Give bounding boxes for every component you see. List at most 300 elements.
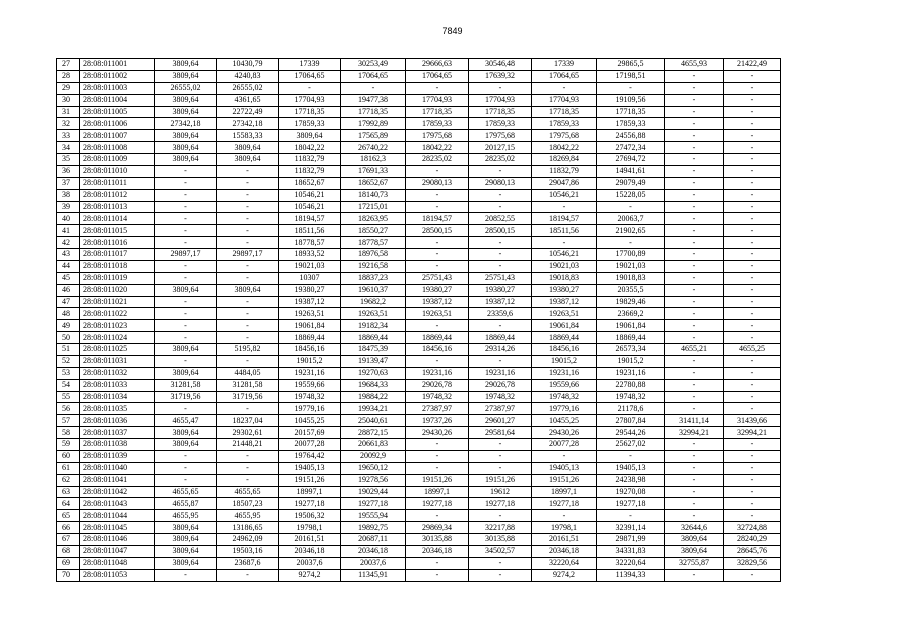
table-cell: - xyxy=(155,165,217,177)
table-cell: 5195,82 xyxy=(217,344,279,356)
table-cell: - xyxy=(406,462,469,474)
table-cell: 19387,12 xyxy=(279,296,341,308)
table-cell: 18511,56 xyxy=(532,225,597,237)
table-cell: 17064,65 xyxy=(406,70,469,82)
table-cell: - xyxy=(597,201,665,213)
table-cell: 22722,49 xyxy=(217,106,279,118)
table-cell: 27387,97 xyxy=(406,403,469,415)
table-cell: 65 xyxy=(57,510,80,522)
table-cell: - xyxy=(469,82,532,94)
table-cell: 17704,93 xyxy=(406,94,469,106)
table-cell: 25751,43 xyxy=(406,272,469,284)
table-cell: 18976,58 xyxy=(341,249,406,261)
table-cell: 30253,49 xyxy=(341,59,406,71)
table-cell: 18997,1 xyxy=(406,486,469,498)
table-cell: - xyxy=(469,462,532,474)
table-cell: - xyxy=(724,272,781,284)
table-body xyxy=(57,59,781,582)
table-cell: 19021,03 xyxy=(279,260,341,272)
table-row xyxy=(57,201,781,213)
table-row xyxy=(57,367,781,379)
table-cell: 18162,3 xyxy=(341,154,406,166)
table-cell: 19015,2 xyxy=(532,355,597,367)
table-cell: 22780,88 xyxy=(597,379,665,391)
table-cell: 67 xyxy=(57,534,80,546)
table-row xyxy=(57,237,781,249)
table-cell: - xyxy=(469,450,532,462)
table-cell: - xyxy=(724,296,781,308)
table-cell: 34 xyxy=(57,142,80,154)
table-cell: 17718,35 xyxy=(279,106,341,118)
table-cell: 10546,21 xyxy=(279,201,341,213)
table-cell: - xyxy=(155,474,217,486)
table-cell: - xyxy=(217,308,279,320)
table-cell: - xyxy=(724,118,781,130)
table-cell: - xyxy=(406,165,469,177)
table-cell: 14941,61 xyxy=(597,165,665,177)
table-cell: 19748,32 xyxy=(406,391,469,403)
table-cell: 19405,13 xyxy=(279,462,341,474)
table-cell: 19748,32 xyxy=(279,391,341,403)
table-cell: - xyxy=(532,82,597,94)
table-cell: 28:08:011041 xyxy=(80,474,155,486)
table-cell: - xyxy=(665,332,724,344)
table-cell: - xyxy=(724,70,781,82)
table-cell: 28:08:011004 xyxy=(80,94,155,106)
table-cell: 24962,09 xyxy=(217,534,279,546)
table-cell: 56 xyxy=(57,403,80,415)
table-cell: 18997,1 xyxy=(532,486,597,498)
table-cell: 28235,02 xyxy=(469,154,532,166)
table-cell: 19748,32 xyxy=(597,391,665,403)
table-cell: 15228,05 xyxy=(597,189,665,201)
table-row xyxy=(57,427,781,439)
table-cell: - xyxy=(665,498,724,510)
table-cell: 23359,6 xyxy=(469,308,532,320)
table-cell: 70 xyxy=(57,569,80,581)
table-cell: 19263,51 xyxy=(279,308,341,320)
table-cell: 17339 xyxy=(532,59,597,71)
table-cell: - xyxy=(217,272,279,284)
table-cell: 28:08:011023 xyxy=(80,320,155,332)
table-cell: - xyxy=(155,355,217,367)
table-cell: 28:08:011002 xyxy=(80,70,155,82)
table-cell: 28:08:011021 xyxy=(80,296,155,308)
table-row xyxy=(57,403,781,415)
table-cell: 28:08:011010 xyxy=(80,165,155,177)
table-cell: - xyxy=(217,320,279,332)
table-cell: 29 xyxy=(57,82,80,94)
table-cell: 29666,63 xyxy=(406,59,469,71)
table-row xyxy=(57,225,781,237)
table-cell: 19829,46 xyxy=(597,296,665,308)
table-cell: 19182,34 xyxy=(341,320,406,332)
table-cell: 17718,35 xyxy=(532,106,597,118)
table-cell: 19380,27 xyxy=(406,284,469,296)
table-cell: 29865,5 xyxy=(597,59,665,71)
table-cell: 59 xyxy=(57,439,80,451)
table-row xyxy=(57,391,781,403)
table-cell: - xyxy=(217,474,279,486)
table-cell: - xyxy=(724,308,781,320)
table-cell: 3809,64 xyxy=(217,142,279,154)
table-cell: 4484,05 xyxy=(217,367,279,379)
table-cell: 28:08:011011 xyxy=(80,177,155,189)
table-cell: - xyxy=(724,474,781,486)
table-cell: 30135,88 xyxy=(469,534,532,546)
table-cell: 17975,68 xyxy=(469,130,532,142)
table-row xyxy=(57,355,781,367)
table-cell: 19263,51 xyxy=(406,308,469,320)
table-cell: 18869,44 xyxy=(279,332,341,344)
table-cell: 19270,63 xyxy=(341,367,406,379)
table-cell: 32829,56 xyxy=(724,557,781,569)
table-cell: - xyxy=(724,320,781,332)
table-cell: 19555,94 xyxy=(341,510,406,522)
table-cell: - xyxy=(155,462,217,474)
table-cell: 18550,27 xyxy=(341,225,406,237)
table-cell: 4655,65 xyxy=(155,486,217,498)
table-cell: - xyxy=(532,237,597,249)
table-cell: 28:08:011015 xyxy=(80,225,155,237)
table-cell: 66 xyxy=(57,522,80,534)
table-cell: 28:08:011044 xyxy=(80,510,155,522)
table-cell: 19216,58 xyxy=(341,260,406,272)
table-cell: 17859,33 xyxy=(279,118,341,130)
table-cell: 18263,95 xyxy=(341,213,406,225)
table-cell: - xyxy=(597,510,665,522)
table-cell: 60 xyxy=(57,450,80,462)
table-cell: 28:08:011045 xyxy=(80,522,155,534)
table-cell: - xyxy=(217,462,279,474)
table-cell: 19503,16 xyxy=(217,545,279,557)
table-cell: - xyxy=(217,450,279,462)
table-cell: 19380,27 xyxy=(532,284,597,296)
table-cell: 19277,18 xyxy=(597,498,665,510)
table-cell: 29026,78 xyxy=(469,379,532,391)
table-cell: - xyxy=(217,165,279,177)
table-cell: - xyxy=(724,284,781,296)
table-cell: 3809,64 xyxy=(155,106,217,118)
table-cell: 20063,7 xyxy=(597,213,665,225)
table-row xyxy=(57,189,781,201)
table-row xyxy=(57,296,781,308)
table-row xyxy=(57,59,781,71)
table-cell: 17718,35 xyxy=(597,106,665,118)
table-cell: - xyxy=(665,94,724,106)
table-cell: - xyxy=(469,510,532,522)
table-cell: 28:08:011032 xyxy=(80,367,155,379)
table-cell: 18042,22 xyxy=(406,142,469,154)
table-cell: 32994,21 xyxy=(724,427,781,439)
table-cell: - xyxy=(155,403,217,415)
table-cell: - xyxy=(724,82,781,94)
table-cell: 20127,15 xyxy=(469,142,532,154)
table-cell: 34331,83 xyxy=(597,545,665,557)
table-cell: 41 xyxy=(57,225,80,237)
table-cell: 18194,57 xyxy=(532,213,597,225)
table-cell: 20092,9 xyxy=(341,450,406,462)
table-cell: - xyxy=(665,510,724,522)
table-cell: 20037,6 xyxy=(341,557,406,569)
table-cell: - xyxy=(155,296,217,308)
table-row xyxy=(57,450,781,462)
table-cell: 51 xyxy=(57,344,80,356)
table-cell: 19151,26 xyxy=(532,474,597,486)
table-cell: 17064,65 xyxy=(532,70,597,82)
table-cell: 29581,64 xyxy=(469,427,532,439)
table-cell: 19559,66 xyxy=(532,379,597,391)
table-cell: 19151,26 xyxy=(469,474,532,486)
table-cell: 28:08:011040 xyxy=(80,462,155,474)
table-cell: 17859,33 xyxy=(532,118,597,130)
table-cell: 3809,64 xyxy=(155,534,217,546)
table-row xyxy=(57,154,781,166)
table-cell: 17992,89 xyxy=(341,118,406,130)
table-cell: 31281,58 xyxy=(155,379,217,391)
table-cell: - xyxy=(665,284,724,296)
table-cell: - xyxy=(217,260,279,272)
table-cell: 26555,02 xyxy=(155,82,217,94)
table-cell: - xyxy=(532,510,597,522)
table-cell: - xyxy=(724,201,781,213)
table-cell: - xyxy=(724,165,781,177)
table-cell: 57 xyxy=(57,415,80,427)
table-cell: 28:08:011017 xyxy=(80,249,155,261)
table-cell: - xyxy=(532,201,597,213)
table-cell: 3809,64 xyxy=(155,94,217,106)
table-cell: 30135,88 xyxy=(406,534,469,546)
table-cell: 27694,72 xyxy=(597,154,665,166)
table-cell: 42 xyxy=(57,237,80,249)
table-cell: 27 xyxy=(57,59,80,71)
table-row xyxy=(57,415,781,427)
table-cell: - xyxy=(217,569,279,581)
table-cell: 31719,56 xyxy=(217,391,279,403)
table-cell: 24238,98 xyxy=(597,474,665,486)
table-cell: - xyxy=(469,237,532,249)
table-cell: - xyxy=(724,498,781,510)
table-cell: 32644,6 xyxy=(665,522,724,534)
table-cell: 19061,84 xyxy=(597,320,665,332)
table-cell: - xyxy=(724,142,781,154)
table-cell: 32391,14 xyxy=(597,522,665,534)
table-cell: 33 xyxy=(57,130,80,142)
table-cell: 19231,16 xyxy=(532,367,597,379)
table-row xyxy=(57,213,781,225)
table-cell: 19018,83 xyxy=(597,272,665,284)
table-cell: 19278,56 xyxy=(341,474,406,486)
table-cell: 28500,15 xyxy=(469,225,532,237)
table-cell: 28:08:011009 xyxy=(80,154,155,166)
table-cell: 31439,66 xyxy=(724,415,781,427)
table-cell: 40 xyxy=(57,213,80,225)
table-cell: 31719,56 xyxy=(155,391,217,403)
table-cell: - xyxy=(217,403,279,415)
table-cell: - xyxy=(665,320,724,332)
table-cell: 19380,27 xyxy=(279,284,341,296)
table-cell: 4655,95 xyxy=(155,510,217,522)
table-cell: - xyxy=(665,296,724,308)
table-cell: - xyxy=(406,260,469,272)
table-cell: 20355,5 xyxy=(597,284,665,296)
table-cell: 20346,18 xyxy=(532,545,597,557)
table-cell: 28:08:011018 xyxy=(80,260,155,272)
table-cell: 32220,64 xyxy=(532,557,597,569)
table-cell: 17704,93 xyxy=(279,94,341,106)
table-cell: 29430,26 xyxy=(406,427,469,439)
table-cell: 28:08:011042 xyxy=(80,486,155,498)
table-cell: 28:08:011039 xyxy=(80,450,155,462)
table-cell: 31411,14 xyxy=(665,415,724,427)
table-cell: 19270,08 xyxy=(597,486,665,498)
table-cell: 17718,35 xyxy=(341,106,406,118)
table-cell: - xyxy=(217,225,279,237)
table-cell: - xyxy=(724,367,781,379)
table-row xyxy=(57,379,781,391)
table-cell: 19682,2 xyxy=(341,296,406,308)
table-cell: 4655,65 xyxy=(217,486,279,498)
table-cell: 21448,21 xyxy=(217,439,279,451)
table-cell: 19263,51 xyxy=(532,308,597,320)
table-cell: - xyxy=(665,225,724,237)
table-cell: 28:08:011031 xyxy=(80,355,155,367)
table-cell: 3809,64 xyxy=(155,427,217,439)
table-cell: 18042,22 xyxy=(279,142,341,154)
table-cell: 28:08:011048 xyxy=(80,557,155,569)
table-cell: - xyxy=(469,201,532,213)
table-cell: - xyxy=(217,355,279,367)
table-cell: 19764,42 xyxy=(279,450,341,462)
table-cell: 19018,83 xyxy=(532,272,597,284)
table-cell: 18837,23 xyxy=(341,272,406,284)
table-cell: - xyxy=(665,154,724,166)
table-cell: - xyxy=(406,557,469,569)
table-cell: - xyxy=(217,189,279,201)
table-cell: 39 xyxy=(57,201,80,213)
table-cell: - xyxy=(469,320,532,332)
table-cell: 64 xyxy=(57,498,80,510)
table-cell: 28:08:011035 xyxy=(80,403,155,415)
table-cell: 50 xyxy=(57,332,80,344)
table-cell: 3809,64 xyxy=(155,344,217,356)
table-cell: - xyxy=(469,439,532,451)
table-cell: 29079,49 xyxy=(597,177,665,189)
table-cell: 3809,64 xyxy=(279,130,341,142)
table-cell: - xyxy=(724,510,781,522)
table-cell: 3809,64 xyxy=(217,284,279,296)
table-cell: - xyxy=(665,379,724,391)
table-cell: 28:08:011012 xyxy=(80,189,155,201)
table-cell: 19610,37 xyxy=(341,284,406,296)
table-cell: 18140,73 xyxy=(341,189,406,201)
table-cell: 19015,2 xyxy=(597,355,665,367)
table-cell: - xyxy=(724,391,781,403)
table-cell: 30 xyxy=(57,94,80,106)
table-cell: 19779,16 xyxy=(279,403,341,415)
table-cell: 3809,64 xyxy=(665,545,724,557)
table-cell: - xyxy=(665,106,724,118)
table-cell: 10546,21 xyxy=(532,189,597,201)
table-cell: - xyxy=(406,439,469,451)
table-row xyxy=(57,320,781,332)
table-cell: 28:08:011019 xyxy=(80,272,155,284)
table-cell: 19892,75 xyxy=(341,522,406,534)
table-cell: 3809,64 xyxy=(155,557,217,569)
table-row xyxy=(57,94,781,106)
table-row xyxy=(57,70,781,82)
table-cell: 18194,57 xyxy=(279,213,341,225)
table-cell: 27387,97 xyxy=(469,403,532,415)
table-cell: - xyxy=(155,569,217,581)
table-cell: - xyxy=(469,569,532,581)
table-row xyxy=(57,486,781,498)
table-cell: 9274,2 xyxy=(532,569,597,581)
table-cell: 4361,65 xyxy=(217,94,279,106)
table-cell: 17339 xyxy=(279,59,341,71)
table-cell: 19884,22 xyxy=(341,391,406,403)
table-row xyxy=(57,272,781,284)
table-cell: - xyxy=(665,272,724,284)
table-cell: 19798,1 xyxy=(532,522,597,534)
table-cell: 18042,22 xyxy=(532,142,597,154)
table-cell: 18778,57 xyxy=(341,237,406,249)
table-cell: 17198,51 xyxy=(597,70,665,82)
table-cell: 17704,93 xyxy=(469,94,532,106)
table-cell: - xyxy=(724,94,781,106)
table-cell: 20161,51 xyxy=(279,534,341,546)
table-cell: 3809,64 xyxy=(155,367,217,379)
table-cell: 17639,32 xyxy=(469,70,532,82)
table-cell: - xyxy=(724,249,781,261)
table-cell: - xyxy=(469,189,532,201)
table-row xyxy=(57,557,781,569)
table-cell: 47 xyxy=(57,296,80,308)
table-cell: - xyxy=(665,189,724,201)
table-cell: 18194,57 xyxy=(406,213,469,225)
table-cell: 20346,18 xyxy=(341,545,406,557)
table-cell: - xyxy=(406,201,469,213)
table-cell: 35 xyxy=(57,154,80,166)
table-cell: 17064,65 xyxy=(341,70,406,82)
table-cell: 28:08:011046 xyxy=(80,534,155,546)
table-cell: - xyxy=(724,260,781,272)
table-cell: - xyxy=(724,450,781,462)
table-cell: 27342,18 xyxy=(155,118,217,130)
table-cell: 62 xyxy=(57,474,80,486)
table-cell: 4655,93 xyxy=(665,59,724,71)
table-cell: 19387,12 xyxy=(406,296,469,308)
table-cell: 46 xyxy=(57,284,80,296)
table-cell: 17718,35 xyxy=(406,106,469,118)
table-cell: 19387,12 xyxy=(532,296,597,308)
table-cell: 19021,03 xyxy=(597,260,665,272)
table-cell: - xyxy=(665,474,724,486)
table-cell: - xyxy=(665,569,724,581)
table-cell: 17975,68 xyxy=(532,130,597,142)
table-cell: - xyxy=(665,165,724,177)
table-cell: 20346,18 xyxy=(406,545,469,557)
table-cell: - xyxy=(665,450,724,462)
table-cell: 68 xyxy=(57,545,80,557)
table-cell: 32755,87 xyxy=(665,557,724,569)
table-cell: 17859,33 xyxy=(469,118,532,130)
table-cell: 3809,64 xyxy=(155,142,217,154)
table-cell: - xyxy=(724,154,781,166)
table-cell: 20037,6 xyxy=(279,557,341,569)
table-cell: 28 xyxy=(57,70,80,82)
table-row xyxy=(57,249,781,261)
